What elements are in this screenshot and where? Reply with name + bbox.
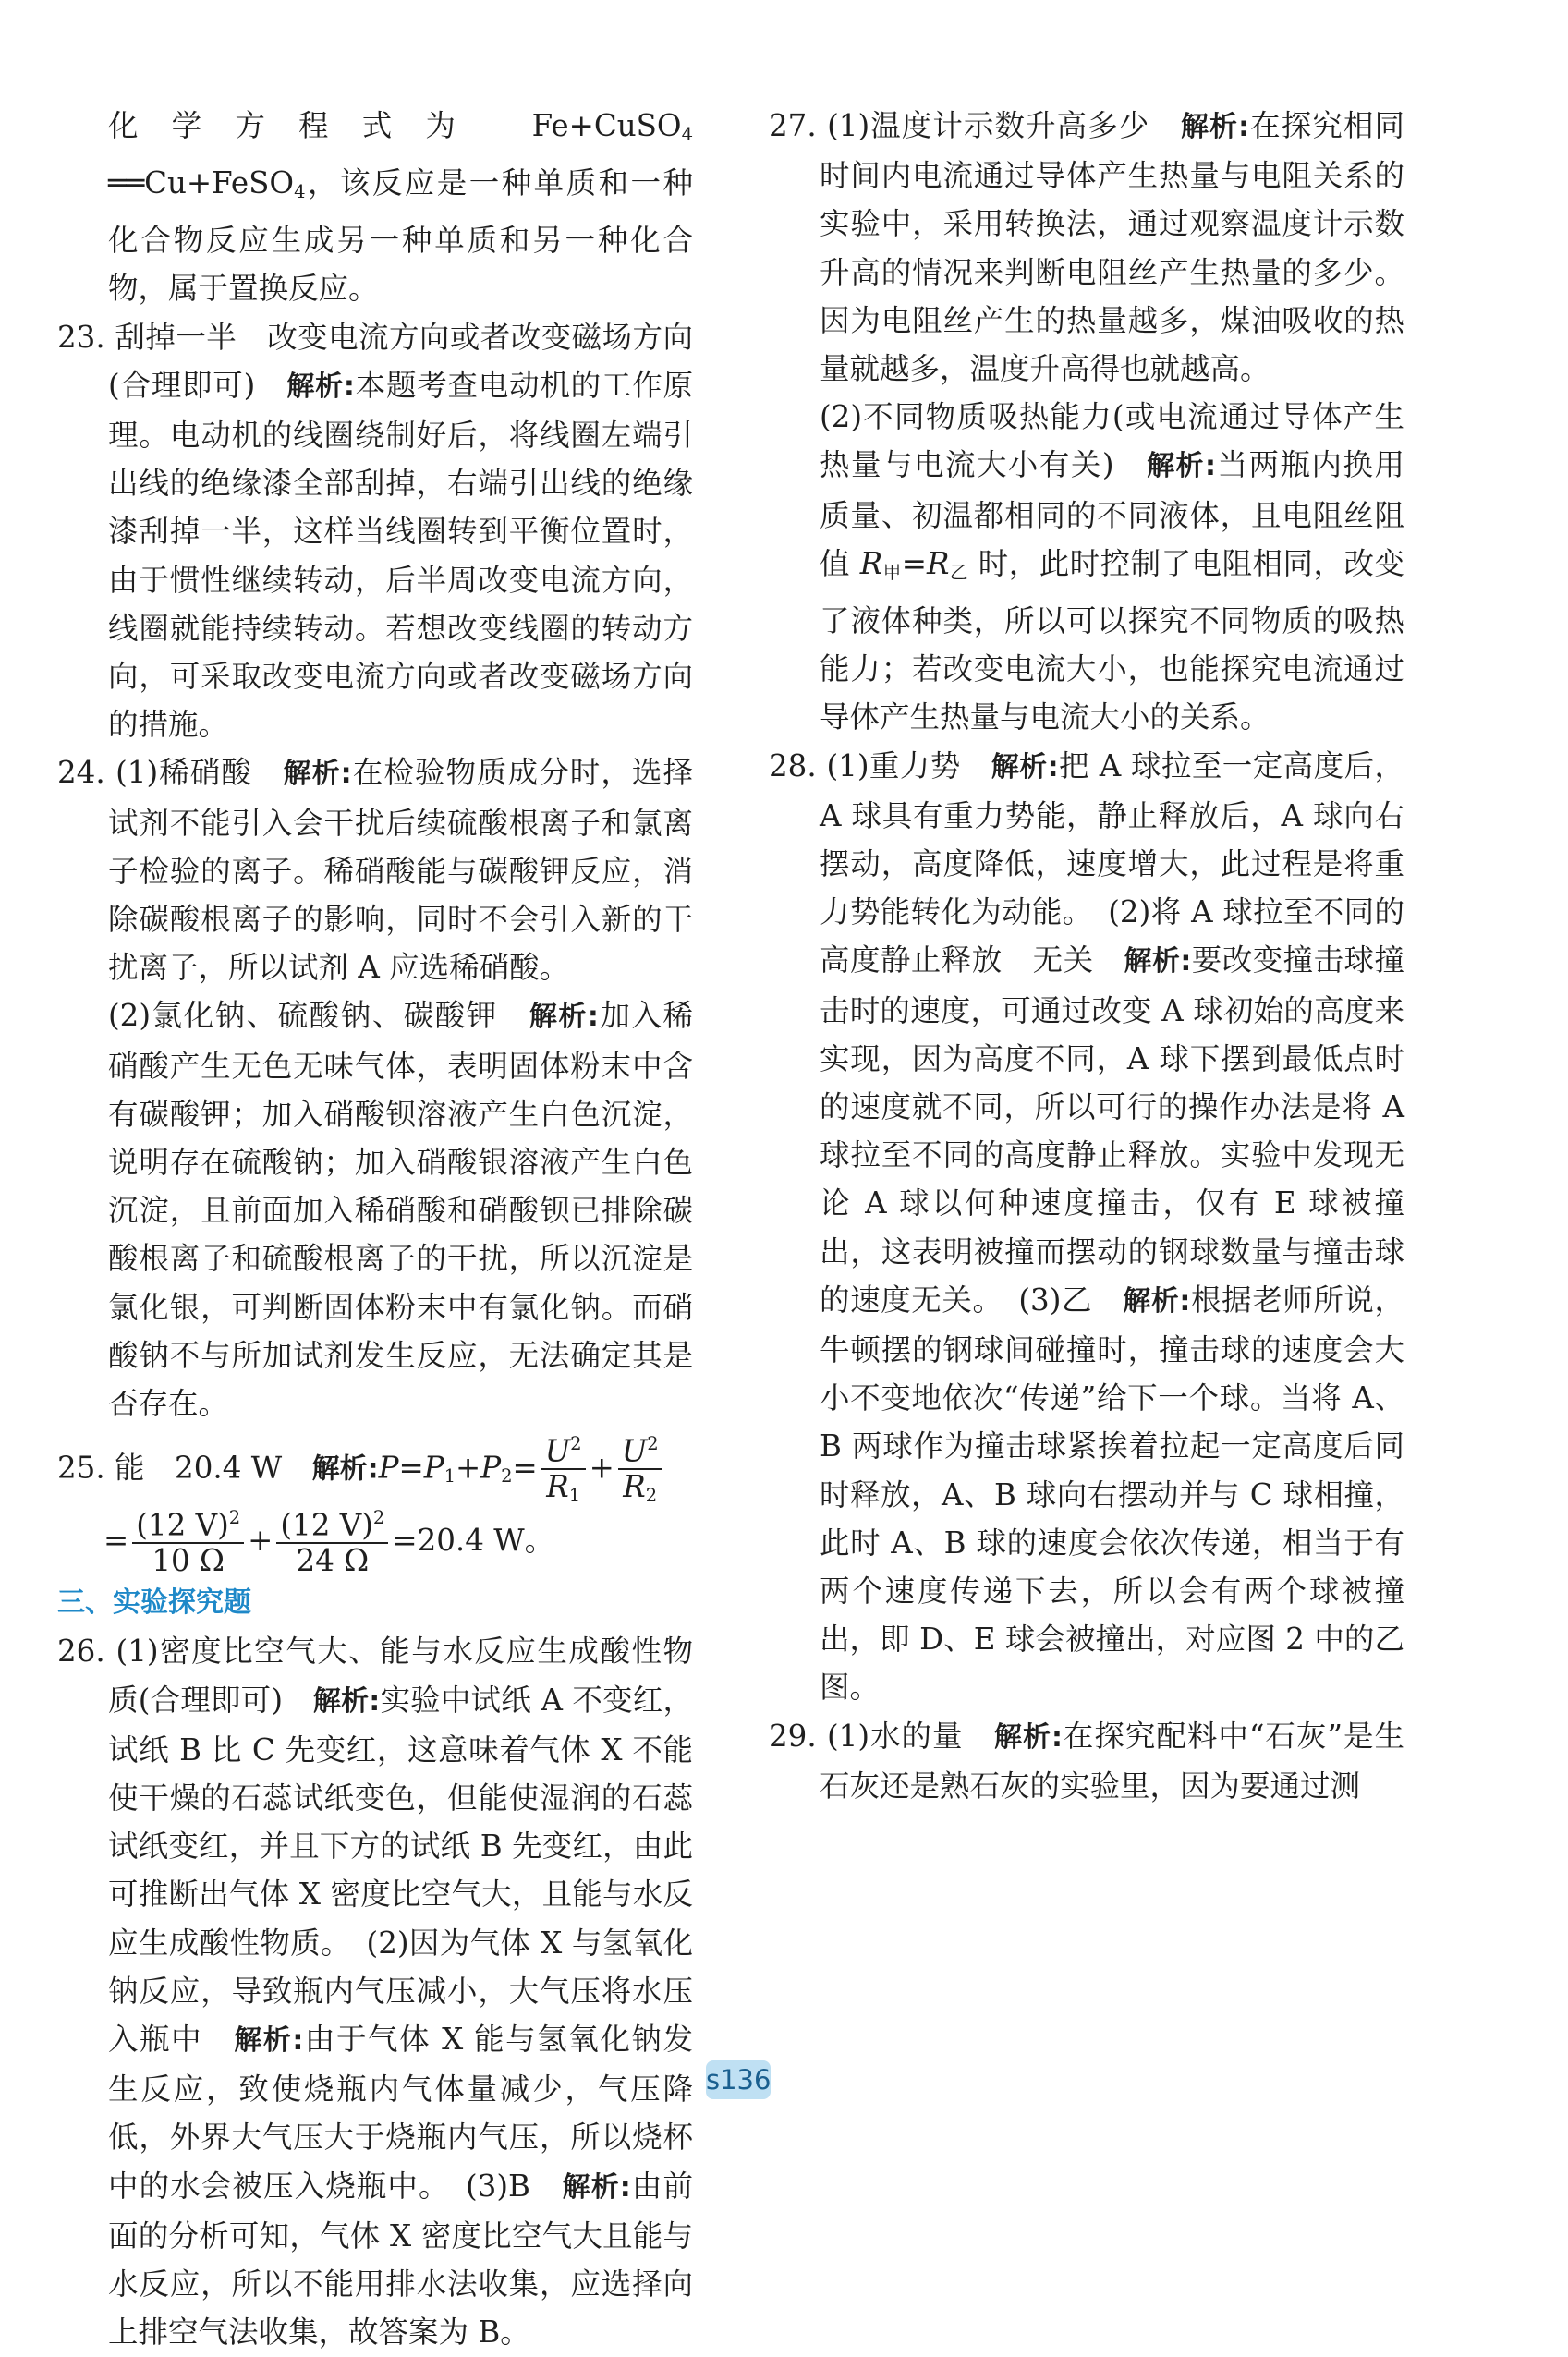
analysis-label: 解析: xyxy=(283,758,352,791)
analysis-label: 解析: xyxy=(529,1001,599,1034)
analysis-label: 解析: xyxy=(286,370,355,403)
analysis-label: 解析: xyxy=(993,1720,1063,1754)
analysis-label: 解析: xyxy=(234,2024,304,2058)
analysis-label: 解析: xyxy=(1180,111,1250,143)
left-column xyxy=(57,102,693,2357)
analysis-label: 解析: xyxy=(562,2170,631,2204)
analysis-label: 解析: xyxy=(1123,1284,1191,1318)
answer-29: 29. (1)水的量 解析:在探究配料中“石灰”是生石灰还是熟石灰的实验里，因为要通过测 xyxy=(769,1718,1404,1804)
answer-22-continuation: 化学方程式为 Fe+CuSO$_4$ ══Cu+FeSO$_4$，该反应是一种单质和一种化合物反应生成另一种单质和另一种化合物，属于置换反应。 xyxy=(108,108,693,307)
answer-28: 28. (1)重力势 解析:把 A 球拉至一定高度后，A 球具有重力势能，静止释放后，A 球向右摆动，高度降低，速度增大，此过程是将重力势能转化为动能。 (2)将 A 球拉至不同的高度静止释放 无关 解析:要改变撞击球撞击时的速度，可通过改变 A 球初始的高度来实现，因为高度不同，A 球下摆到最低点时的速度就不同，所以可行的操作办法是将 A 球拉至不同的高度静止释放。实验中发现无论 A 球以何种速度撞击，仅有 E 球被撞出，这表明被撞而摆动的钢球数量与撞击球的速度无关。 (3)乙 解析:根据老师所说，牛顿摆的钢球间碰撞时，撞击球的速度会大小不变地依次“传递”给下一个球。当将 A、B 两球作为撞击球紧挨着拉起一定高度后同时释放，A、B 球向右摆动并与 C 球相撞，此时 A、B 球的速度会依次传递，相当于有两个速度传递下去，所以会有两个球被撞出，即 D、E 球会被撞出，对应图 2 中的乙图。 xyxy=(769,747,1405,1706)
analysis-label: 解析: xyxy=(1147,450,1217,483)
fraction-u2-r1: $\frac{U^2}{R_1}$ xyxy=(541,1433,586,1507)
fraction-u2-r2: $\frac{U^2}{R_2}$ xyxy=(618,1433,662,1507)
answer-24-part2: (2)氯化钠、硫酸钠、碳酸钾 解析:加入稀硝酸产生无色无味气体，表明固体粉末中含有碳酸钾；加入硝酸钡溶液产生白色沉淀，说明存在硫酸钠；加入硝酸银溶液产生白色沉淀，且前面加入稀硝酸和硝酸钡已排除碳酸根离子和硫酸根离子的干扰，所以沉淀是氯化银，可判断固体粉末中有氯化钠。而硝酸钠不与所加试剂发生反应，无法确定其是否存在。 xyxy=(108,998,693,1422)
section-title: 三、实验探究题 xyxy=(57,1586,251,1620)
analysis-label: 解析: xyxy=(312,1684,381,1718)
page-number-badge: s136 xyxy=(706,2060,771,2099)
fraction-12v-24ohm: $\frac{(12 V)^2}{24 \Omega}$ xyxy=(276,1507,388,1578)
answer-23: 23. 刮掉一半 改变电流方向或者改变磁场方向(合理即可) 解析:本题考查电动机的工作原理。电动机的线圈绕制好后，将线圈左端引出线的绝缘漆全部刮掉，右端引出线的绝缘漆刮掉一半，这样当线圈转到平衡位置时，由于惯性继续转动，后半周改变电流方向，线圈就能持续转动。若想改变线圈的转动方向，可采取改变电流方向或者改变磁场方向的措施。 xyxy=(57,319,693,743)
right-column xyxy=(769,102,1404,1810)
answer-27-part2: (2)不同物质吸热能力(或电流通过导体产生热量与电流大小有关) 解析:当两瓶内换用质量、初温都相同的不同液体，且电阻丝阻值 $R_甲=R_乙$ 时，此时控制了电阻相同，改变了液体种类，所以可以探究不同物质的吸热能力；若改变电流大小，也能探究电流通过导体产生热量与电流大小的关系。 xyxy=(820,399,1404,735)
analysis-label: 解析: xyxy=(311,1452,379,1486)
answer-27-part1: 27. (1)温度计示数升高多少 解析:在探究相同时间内电流通过导体产生热量与电阻关系的实验中，采用转换法，通过观察温度计示数升高的情况来判断电阻丝产生热量的多少。因为电阻丝产生的热量越多，煤油吸收的热量就越多，温度升高得也就越高。 xyxy=(769,108,1404,387)
answer-26: 26. (1)密度比空气大、能与水反应生成酸性物质(合理即可) 解析:实验中试纸 A 不变红，试纸 B 比 C 先变红，这意味着气体 X 不能使干燥的石蕊试纸变色，但能使湿润的石蕊试纸变红，并且下方的试纸 B 先变红，由此可推断出气体 X 密度比空气大，且能与水反应生成酸性物质。 (2)因为气体 X 与氢氧化钠反应，导致瓶内气压减小，大气压将水压入瓶中 解析:由于气体 X 能与氢氧化钠发生反应，致使烧瓶内气体量减少，气压降低，外界大气压大于烧瓶内气压，所以烧杯中的水会被压入烧瓶中。 (3)B 解析:由前面的分析可知，气体 X 密度比空气大且能与水反应，所以不能用排水法收集，应选择向上排空气法收集，故答案为 B。 xyxy=(57,1634,694,2351)
answer-25-equation: = $\frac{(12 V)^2}{10 \Omega}$ + $\frac{(12 V)^2}{24 \Omega}$ =20.4 W。 xyxy=(103,1506,555,1578)
analysis-label: 解析: xyxy=(1124,945,1192,978)
analysis-label: 解析: xyxy=(991,750,1059,784)
answer-24-part1: 24. (1)稀硝酸 解析:在检验物质成分时，选择试剂不能引入会干扰后续硫酸根离子和氯离子检验的离子。稀硝酸能与碳酸钾反应，消除碳酸根离子的影响，同时不会引入新的干扰离子，所以试剂 A 应选稀硝酸。 xyxy=(57,755,693,986)
answer-25: 25. 能 20.4 W 解析$:P=P_1+P_2=$ $\frac{U^2}{R_1}$ + $\frac{U^2}{R_2}$ xyxy=(57,1433,693,1507)
fraction-12v-10ohm: $\frac{(12 V)^2}{10 \Omega}$ xyxy=(132,1507,244,1578)
